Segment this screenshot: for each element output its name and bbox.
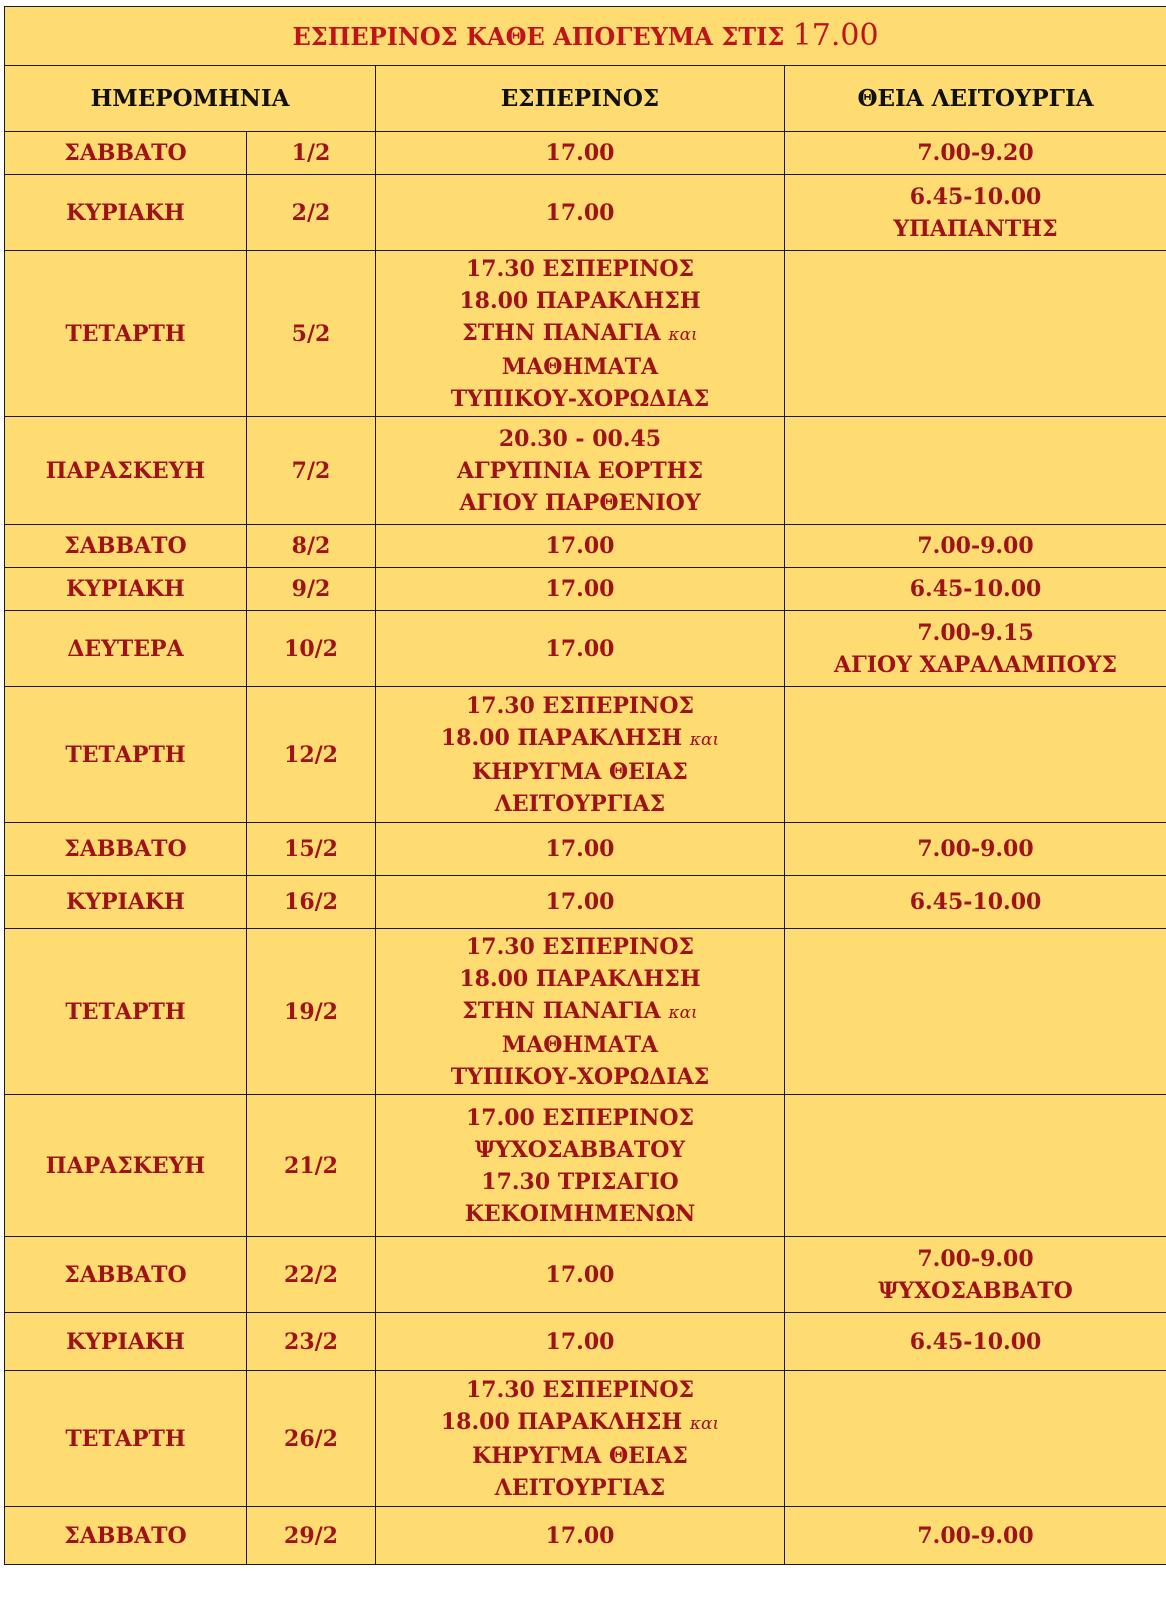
table-row [5,525,1166,568]
liturgy-cell [785,251,1166,417]
liturgy-cell [785,1095,1166,1237]
liturgy-line: ΨΥΧΟΣΑΒΒΑΤΟ [878,1277,1073,1304]
vespers-cell [376,132,785,175]
vespers-line: 17.30 ΕΣΠΕΡΙΝΟΣ [465,1376,695,1403]
liturgy-line: 6.45-10.00 [909,889,1042,915]
date-cell: 2/2 [247,175,376,251]
vespers-line: 17.30 ΕΣΠΕΡΙΝΟΣ [465,933,695,960]
day-cell: ΠΑΡΑΣΚΕΥΗ [5,1095,247,1237]
vespers-cell [376,417,785,525]
liturgy-line: 7.00-9.15 [917,619,1034,646]
table-row [5,175,1166,251]
date-cell: 7/2 [247,417,376,525]
liturgy-cell [785,823,1166,876]
title-row [5,7,1166,66]
vespers-line: ΚΗΡΥΓΜΑ ΘΕΙΑΣ [472,758,688,785]
liturgy-cell [785,175,1166,251]
vespers-line: 18.00 ΠΑΡΑΚΛΗΣΗ και [440,724,720,751]
vespers-line: ΜΑΘΗΜΑΤΑ [501,353,659,380]
table-row [5,611,1166,687]
day-cell: ΠΑΡΑΣΚΕΥΗ [5,417,247,525]
vespers-cell [376,1313,785,1371]
vespers-line: 17.00 [545,576,615,602]
vespers-line: 18.00 ΠΑΡΑΚΛΗΣΗ [459,287,701,314]
header-vespers: ΕΣΠΕΡΙΝΟΣ [376,66,785,132]
liturgy-cell [785,132,1166,175]
liturgy-cell [785,611,1166,687]
day-cell: ΣΑΒΒΑΤΟ [5,525,247,568]
vespers-line: 17.00 [545,1328,615,1355]
liturgy-line: ΑΓΙΟΥ ΧΑΡΑΛΑΜΠΟΥΣ [834,651,1117,678]
date-cell: 10/2 [247,611,376,687]
liturgy-cell [785,525,1166,568]
vespers-line: 17.00 [545,1522,615,1549]
table-row [5,1313,1166,1371]
header-liturgy: ΘΕΙΑ ΛΕΙΤΟΥΡΓΙΑ [785,66,1166,132]
liturgy-cell [785,1237,1166,1313]
vespers-cell [376,525,785,568]
vespers-line: 17.00 ΕΣΠΕΡΙΝΟΣ [465,1104,695,1131]
vespers-cell [376,1095,785,1237]
vespers-line: 17.00 [545,1261,615,1288]
table-row [5,687,1166,823]
date-cell: 16/2 [247,876,376,929]
liturgy-cell [785,1507,1166,1565]
vespers-line: ΛΕΙΤΟΥΡΓΙΑΣ [494,790,666,817]
title-text: ΕΣΠΕΡΙΝΟΣ ΚΑΘΕ ΑΠΟΓΕΥΜΑ ΣΤΙΣ [292,21,785,51]
vespers-line: ΛΕΙΤΟΥΡΓΙΑΣ [494,1474,666,1501]
day-cell: ΚΥΡΙΑΚΗ [5,876,247,929]
vespers-line: ΣΤΗΝ ΠΑΝΑΓΙΑ και [462,319,698,346]
vespers-cell [376,175,785,251]
vespers-line: ΚΕΚΟΙΜΗΜΕΝΩΝ [464,1200,696,1227]
liturgy-line: 7.00-9.00 [917,533,1034,559]
schedule-title [5,7,1166,66]
liturgy-cell [785,687,1166,823]
liturgy-line: 7.00-9.00 [917,1245,1034,1272]
vespers-line: 18.00 ΠΑΡΑΚΛΗΣΗ [459,965,701,992]
vespers-cell [376,687,785,823]
vespers-line: ΤΥΠΙΚΟΥ-ΧΟΡΩΔΙΑΣ [450,385,710,412]
vespers-cell [376,876,785,929]
table-row [5,568,1166,611]
schedule-rows [5,132,1166,1565]
header-date: ΗΜΕΡΟΜΗΝΙΑ [5,66,376,132]
date-cell: 29/2 [247,1507,376,1565]
conjunction-text: και [668,1002,698,1023]
day-cell: ΚΥΡΙΑΚΗ [5,568,247,611]
date-cell: 1/2 [247,132,376,175]
vespers-line: ΤΥΠΙΚΟΥ-ΧΟΡΩΔΙΑΣ [450,1063,710,1090]
table-row [5,1095,1166,1237]
schedule-table [4,6,1166,1565]
table-row [5,417,1166,525]
date-cell: 15/2 [247,823,376,876]
vespers-line: ΣΤΗΝ ΠΑΝΑΓΙΑ και [462,997,698,1024]
vespers-line: 17.00 [545,199,615,226]
vespers-line: ΑΓΡΥΠΝΙΑ ΕΟΡΤΗΣ [456,457,704,484]
vespers-cell [376,1237,785,1313]
date-cell: 9/2 [247,568,376,611]
day-cell: ΣΑΒΒΑΤΟ [5,823,247,876]
table-row [5,823,1166,876]
table-row [5,1237,1166,1313]
vespers-line: 17.30 ΕΣΠΕΡΙΝΟΣ [465,692,695,719]
liturgy-line: 7.00-9.20 [917,140,1034,166]
vespers-cell [376,1507,785,1565]
vespers-cell [376,823,785,876]
vespers-cell [376,1371,785,1507]
table-row [5,132,1166,175]
day-cell: ΤΕΤΑΡΤΗ [5,929,247,1095]
vespers-line: 17.00 [545,635,615,662]
day-cell: ΤΕΤΑΡΤΗ [5,687,247,823]
date-cell: 23/2 [247,1313,376,1371]
date-cell: 19/2 [247,929,376,1095]
liturgy-cell [785,876,1166,929]
date-cell: 21/2 [247,1095,376,1237]
vespers-line: 17.00 [545,533,615,559]
liturgy-cell [785,1313,1166,1371]
table-row [5,1507,1166,1565]
liturgy-cell [785,568,1166,611]
vespers-line: ΨΥΧΟΣΑΒΒΑΤΟΥ [474,1136,686,1163]
vespers-line: ΜΑΘΗΜΑΤΑ [501,1031,659,1058]
vespers-cell [376,929,785,1095]
day-cell: ΣΑΒΒΑΤΟ [5,132,247,175]
date-cell: 12/2 [247,687,376,823]
conjunction-text: και [689,1413,720,1434]
vespers-line: 17.30 ΤΡΙΣΑΓΙΟ [481,1168,679,1195]
vespers-line: ΚΗΡΥΓΜΑ ΘΕΙΑΣ [472,1442,688,1469]
table-row [5,1371,1166,1507]
liturgy-line: 6.45-10.00 [909,576,1042,602]
liturgy-cell [785,417,1166,525]
date-cell: 8/2 [247,525,376,568]
day-cell: ΣΑΒΒΑΤΟ [5,1237,247,1313]
vespers-line: 17.00 [545,140,615,166]
day-cell: ΣΑΒΒΑΤΟ [5,1507,247,1565]
day-cell: ΤΕΤΑΡΤΗ [5,1371,247,1507]
vespers-line: ΑΓΙΟΥ ΠΑΡΘΕΝΙΟΥ [459,489,701,516]
day-cell: ΔΕΥΤΕΡΑ [5,611,247,687]
vespers-cell [376,251,785,417]
vespers-line: 17.30 ΕΣΠΕΡΙΝΟΣ [465,255,695,282]
vespers-line: 18.00 ΠΑΡΑΚΛΗΣΗ και [440,1408,720,1435]
date-cell: 22/2 [247,1237,376,1313]
liturgy-line: 6.45-10.00 [909,183,1042,210]
liturgy-line: ΥΠΑΠΑΝΤΗΣ [893,215,1058,242]
liturgy-cell [785,1371,1166,1507]
vespers-line: 17.00 [545,889,615,915]
liturgy-line: 7.00-9.00 [917,836,1034,862]
conjunction-text: και [668,324,698,345]
day-cell: ΚΥΡΙΑΚΗ [5,1313,247,1371]
date-cell: 5/2 [247,251,376,417]
vespers-line: 20.30 - 00.45 [498,425,662,452]
table-row [5,929,1166,1095]
vespers-cell [376,611,785,687]
liturgy-line: 6.45-10.00 [909,1328,1042,1355]
vespers-cell [376,568,785,611]
header-row [5,66,1166,132]
day-cell: ΤΕΤΑΡΤΗ [5,251,247,417]
table-row [5,876,1166,929]
table-row [5,251,1166,417]
date-cell: 26/2 [247,1371,376,1507]
vespers-line: 17.00 [545,836,615,862]
conjunction-text: και [689,729,720,750]
day-cell: ΚΥΡΙΑΚΗ [5,175,247,251]
title-time: 17.00 [792,17,879,53]
liturgy-cell [785,929,1166,1095]
liturgy-line: 7.00-9.00 [917,1522,1034,1549]
